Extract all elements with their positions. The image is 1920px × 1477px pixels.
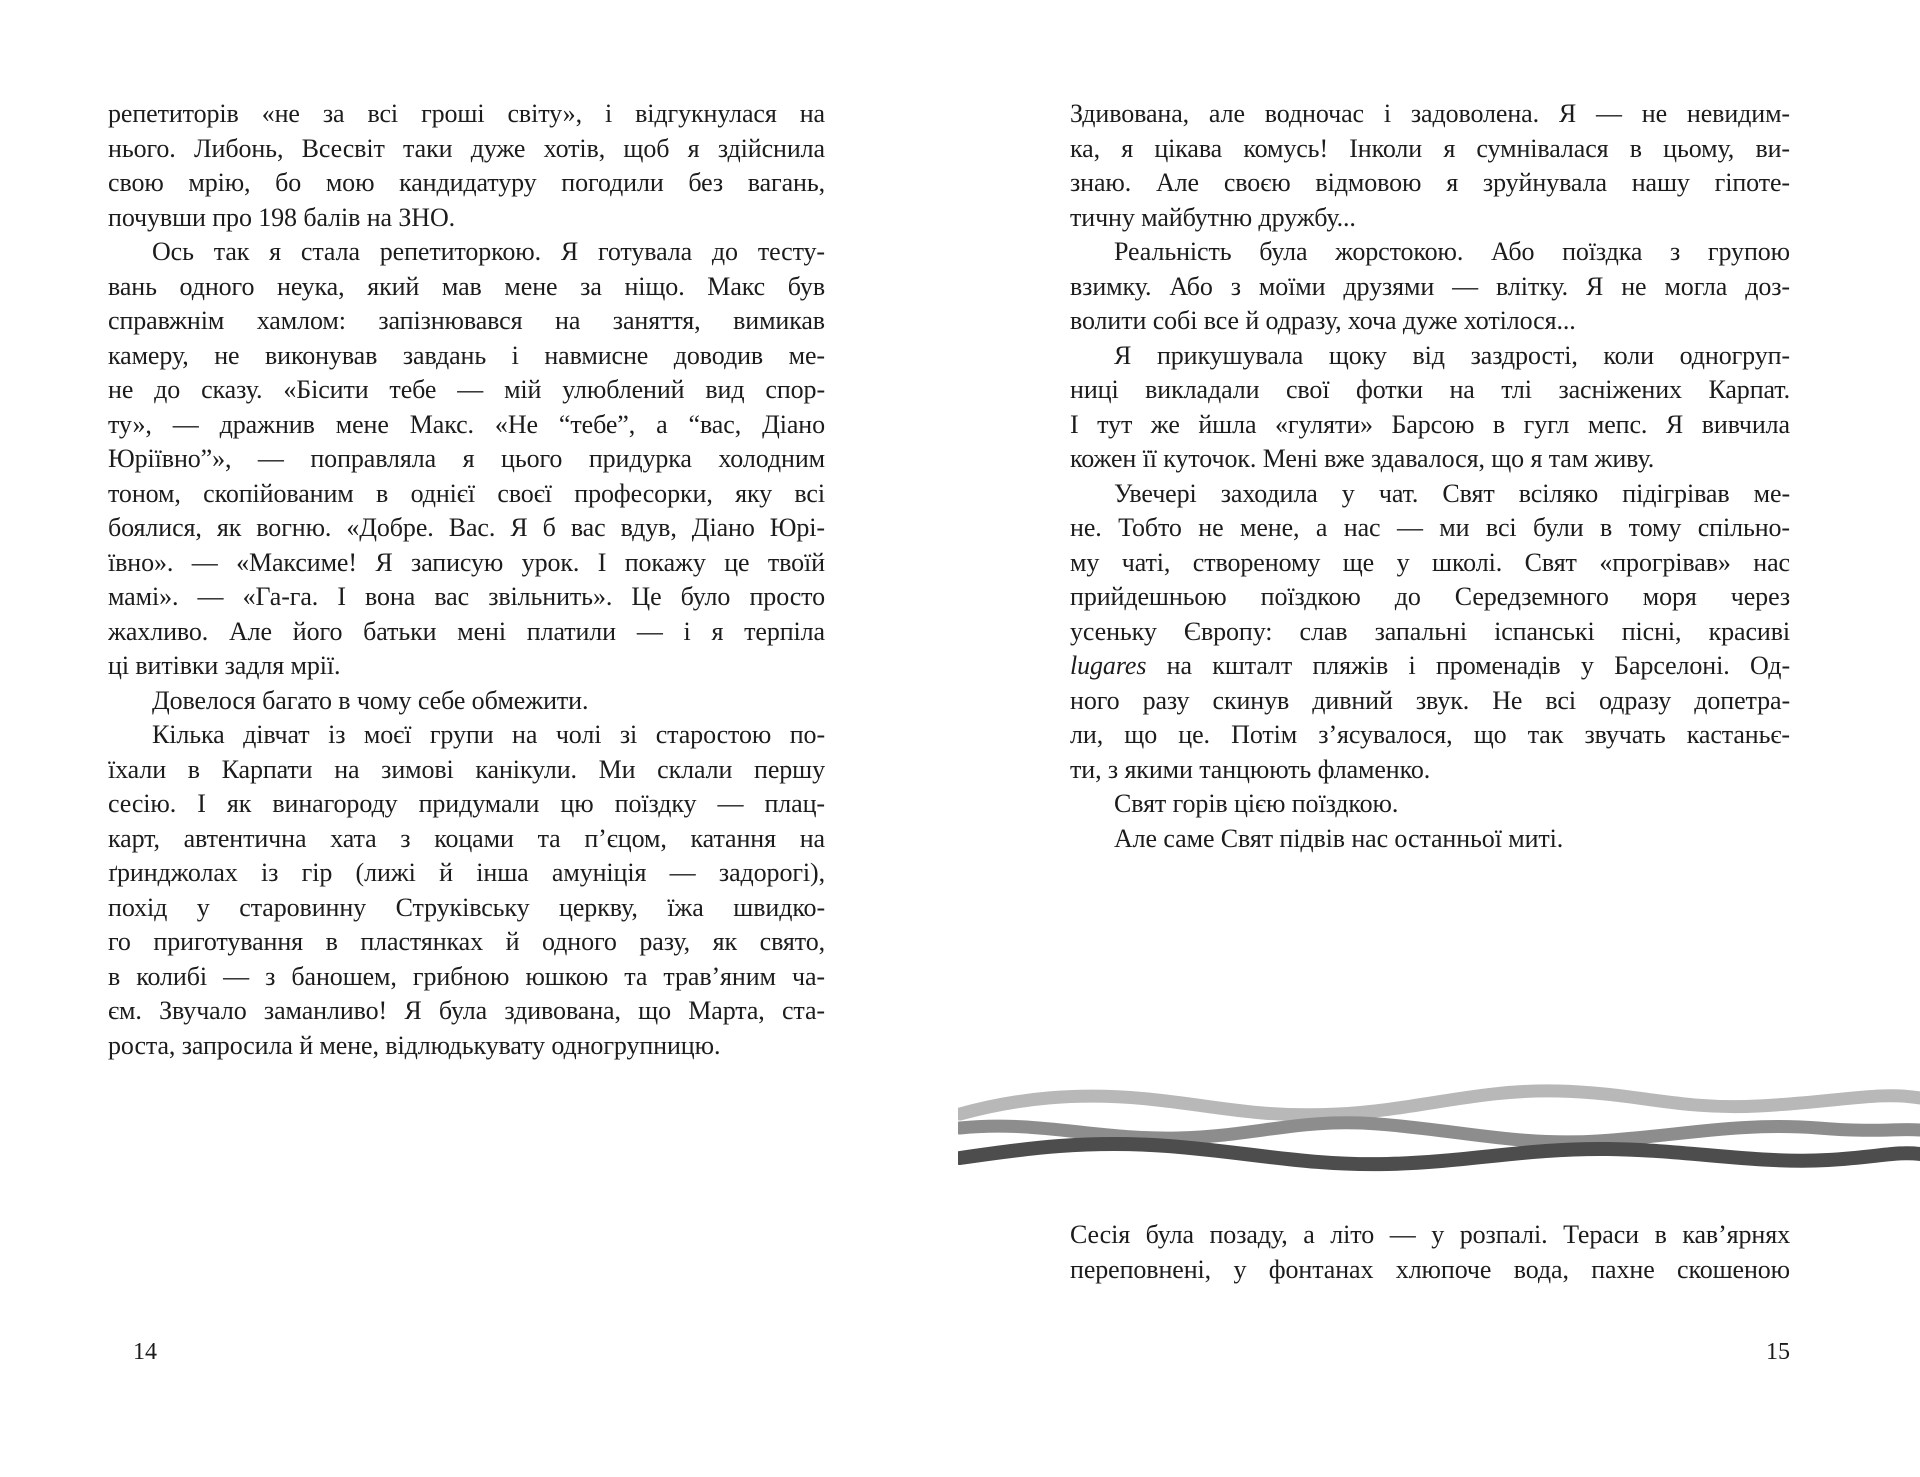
text-line: ці витівки задля мрії. — [108, 651, 341, 680]
text-line: тоном, скопійованим в однієї своєї професорки, яку всі — [108, 478, 825, 508]
text-line: Сесія була позаду, а літо — у розпалі. Тераси в кав’ярнях — [1070, 1220, 1790, 1249]
text-line: в колибі — з баношем, грибною юшкою та трав’яним ча- — [108, 961, 825, 991]
wave-divider-illustration — [958, 1078, 1920, 1190]
text-line: му чаті, створеному ще у школі. Свят «прогрівав» нас — [1070, 547, 1790, 577]
text-line: lugares на кшталт пляжів і променадів у Барселоні. Од- — [1070, 651, 1790, 680]
text-line: їхали в Карпати на зимові канікули. Ми склали першу — [108, 754, 825, 784]
text-line: Реальність була жорстокою. Або поїздка з групою — [1114, 237, 1790, 266]
text-line: Кілька дівчат із моєї групи на чолі зі старостою по- — [152, 720, 825, 749]
text-line: карт, автентична хата з коцами та п’єцом, катання на — [108, 823, 825, 853]
text-line: Юріївно”», — поправляла я цього придурка холодним — [108, 444, 825, 473]
text-line: усеньку Європу: слав запальні іспанські пісні, красиві — [1070, 616, 1790, 646]
text-line: вань одного неука, який мав мене за ніщо. Макс був — [108, 271, 825, 301]
text-line: Свят горів цією поїздкою. — [1114, 789, 1399, 818]
text-line: ли, що це. Потім з’ясувалося, що так звучать кастаньє- — [1070, 720, 1790, 749]
text-line: єм. Звучало заманливо! Я була здивована, що Марта, ста- — [108, 996, 825, 1025]
text-line: ту», — дражнив мене Макс. «Не “тебе”, а “вас, Діано — [108, 409, 825, 439]
text-line: Ось так я стала репетиторкою. Я готувала до тесту- — [152, 237, 825, 266]
text-line: знаю. Але своєю відмовою я зруйнувала нашу гіпоте- — [1070, 168, 1790, 197]
text-line: жахливо. Але його батьки мені платили — і я терпіла — [108, 616, 825, 646]
page-left-text-column — [108, 97, 825, 1063]
text-line: Увечері заходила у чат. Свят всіляко підігрівав ме- — [1114, 478, 1790, 508]
waves-icon — [958, 1078, 1920, 1190]
text-line: тичну майбутню дружбу... — [1070, 202, 1356, 232]
text-line: ти, з якими танцюють фламенко. — [1070, 754, 1431, 784]
text-line: ґринджолах із гір (лижі й інша амуніція — задорогі), — [108, 858, 825, 887]
text-line: ниці викладали свої фотки на тлі засніжених Карпат. — [1070, 375, 1790, 404]
text-line: почувши про 198 балів на ЗНО. — [108, 202, 456, 232]
text-line: переповнені, у фонтанах хлюпоче вода, пахне скошеною — [1070, 1254, 1790, 1284]
text-line: кожен її куточок. Мені вже здавалося, що я там живу. — [1070, 444, 1655, 473]
text-line: нього. Либонь, Всесвіт таки дуже хотів, щоб я здійснила — [108, 133, 825, 163]
text-line: го приготування в пластянках й одного разу, як свято, — [108, 927, 825, 956]
wave-stroke-light — [960, 1091, 1920, 1115]
text-line: похід у старовинну Струківську церкву, їжа швидко- — [108, 892, 825, 922]
text-line: мамі». — «Га-га. І вона вас звільнить». Це було просто — [108, 582, 825, 611]
text-line: роста, запросила й мене, відлюдькувату одногрупницю. — [108, 1030, 721, 1060]
text-line: не до сказу. «Бісити тебе — мій улюблений вид спор- — [108, 375, 825, 404]
text-line: Здивована, але водночас і задоволена. Я — не невидим- — [1070, 99, 1790, 128]
text-line: боялися, як вогню. «Добре. Вас. Я б вас вдув, Діано Юрі- — [108, 513, 825, 542]
page-number-right: 15 — [1766, 1339, 1790, 1365]
text-line: прийдешньою поїздкою до Середземного моря через — [1070, 582, 1790, 611]
page-right-text-column-lower — [1070, 1218, 1790, 1287]
text-line: І тут же йшла «гуляти» Барсою в гугл мепс. Я вивчила — [1070, 409, 1790, 439]
page-right-text-column-upper — [1070, 97, 1790, 856]
wave-stroke-dark — [960, 1144, 1920, 1164]
text-line: взимку. Або з моїми друзями — влітку. Я не могла доз- — [1070, 271, 1790, 301]
text-line: справжнім хамлом: запізнювався на заняття, вимикав — [108, 306, 825, 335]
text-line: ного разу скинув дивний звук. Не всі одразу допетра- — [1070, 685, 1790, 715]
text-line: сесію. І як винагороду придумали цю поїздку — плац- — [108, 789, 825, 818]
text-line: свою мрію, бо мою кандидатуру погодили без вагань, — [108, 168, 825, 197]
text-line: Але саме Свят підвів нас останньої миті. — [1114, 823, 1564, 853]
text-line: Я прикушувала щоку від заздрості, коли одногруп- — [1114, 340, 1790, 370]
text-line: волити собі все й одразу, хоча дуже хотілося... — [1070, 306, 1576, 335]
page-number-left: 14 — [133, 1339, 157, 1365]
text-line: ка, я цікава комусь! Інколи я сумнівалася в цьому, ви- — [1070, 133, 1790, 163]
text-line: Довелося багато в чому себе обмежити. — [152, 685, 589, 715]
text-line: ївно». — «Максиме! Я записую урок. І покажу це твоїй — [108, 547, 825, 577]
text-line: репетиторів «не за всі гроші світу», і відгукнулася на — [108, 99, 825, 128]
text-line: камеру, не виконував завдань і навмисне доводив ме- — [108, 340, 825, 370]
text-line: не. Тобто не мене, а нас — ми всі були в тому спільно- — [1070, 513, 1790, 542]
